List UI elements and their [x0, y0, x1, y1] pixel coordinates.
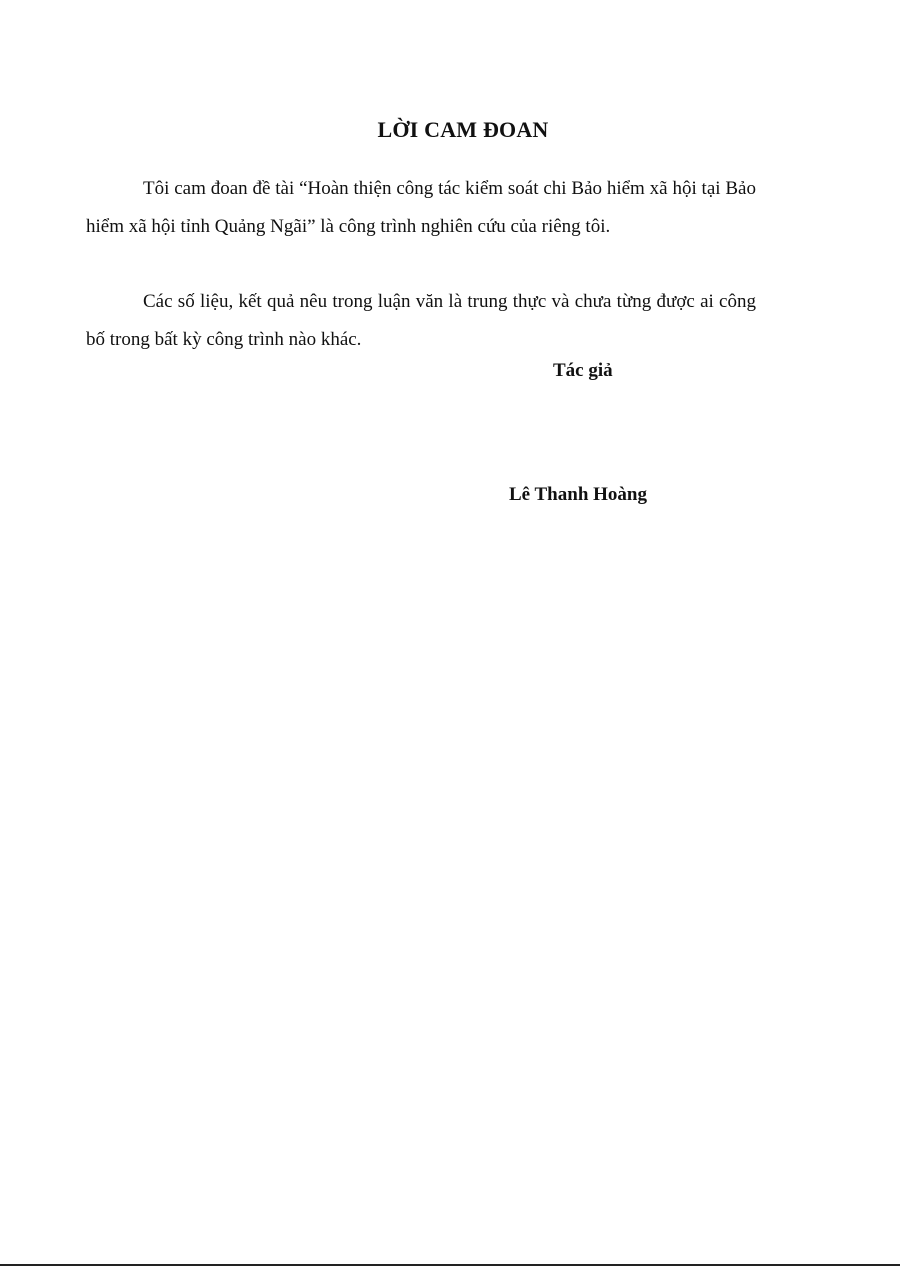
declaration-paragraph-2: Các số liệu, kết quả nêu trong luận văn là trung thực và chưa từng được ai công bố trong bất kỳ công trình nào khác.: [86, 291, 756, 350]
bottom-border-line: [0, 1264, 900, 1266]
declaration-paragraph-1: Tôi cam đoan đề tài “Hoàn thiện công tác kiểm soát chi Bảo hiểm xã hội tại Bảo hiểm xã hội tỉnh Quảng Ngãi” là công trình nghiên cứu của riêng tôi.: [86, 178, 756, 237]
author-label: Tác giả: [553, 360, 613, 381]
author-name: Lê Thanh Hoàng: [509, 484, 647, 505]
page-title: LỜI CAM ĐOAN: [377, 117, 549, 142]
